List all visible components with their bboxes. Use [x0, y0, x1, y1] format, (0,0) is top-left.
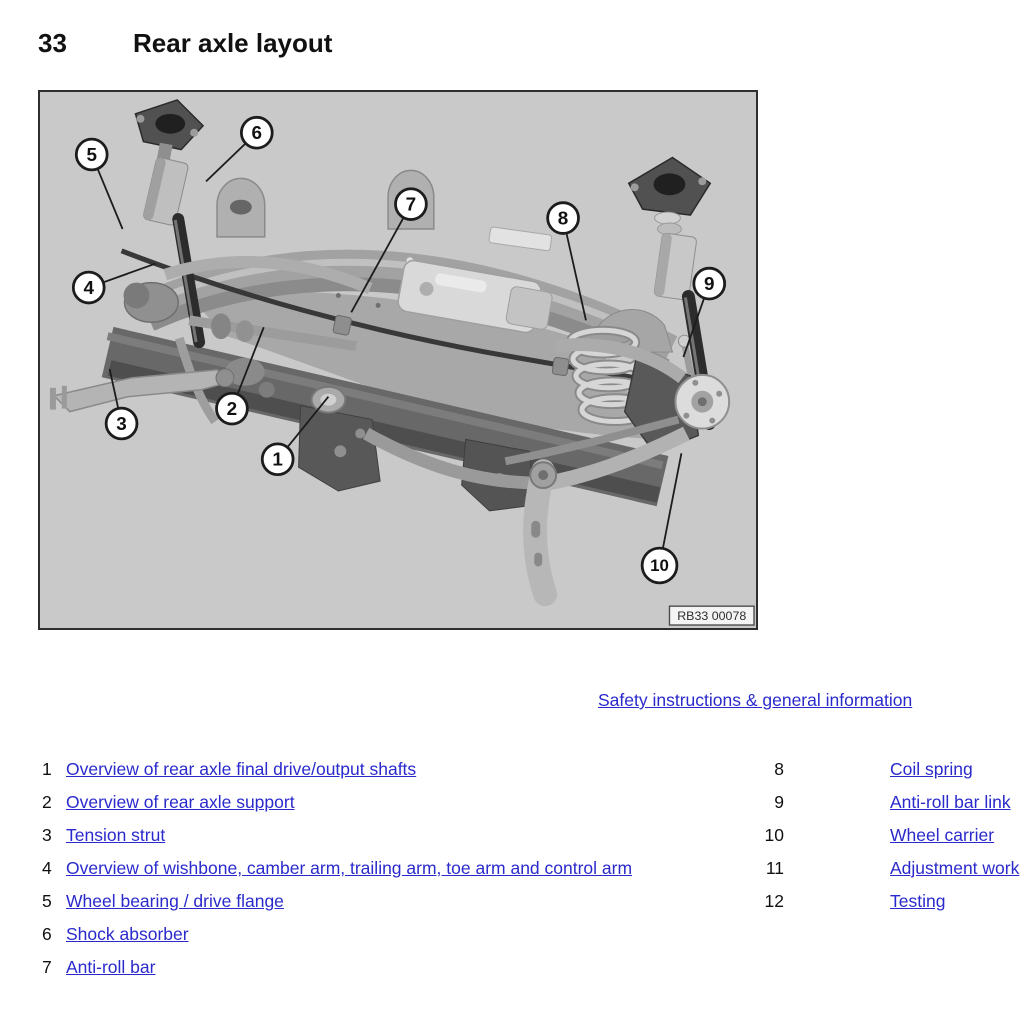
- svg-text:1: 1: [272, 448, 283, 470]
- legend-link-wheel-bearing[interactable]: Wheel bearing / drive flange: [66, 891, 284, 911]
- legend-number: 11: [765, 858, 784, 878]
- legend-row: [42, 885, 632, 918]
- legend-row: [760, 819, 1019, 852]
- svg-text:2: 2: [226, 398, 238, 420]
- legend-number: 1: [42, 759, 52, 779]
- figure-ref-label: [669, 606, 754, 625]
- legend-number: 8: [774, 759, 784, 779]
- rear-axle-illustration: [40, 92, 756, 628]
- legend-right-column: [760, 753, 1019, 918]
- svg-text:8: 8: [557, 207, 569, 229]
- legend-number: 4: [42, 858, 52, 878]
- legend-row: [42, 852, 632, 885]
- svg-text:RB33 00078: RB33 00078: [677, 609, 747, 624]
- rear-axle-figure: [38, 90, 758, 630]
- legend-link-final-drive[interactable]: Overview of rear axle final drive/output shafts: [66, 759, 417, 779]
- safety-link-row: [598, 690, 912, 711]
- legend-row: [42, 786, 632, 819]
- legend-number: 5: [42, 891, 52, 911]
- final-drive-mount: [311, 387, 345, 413]
- legend-number: 3: [42, 825, 52, 845]
- safety-instructions-link[interactable]: Safety instructions & general information: [598, 690, 913, 710]
- svg-text:10: 10: [650, 555, 669, 575]
- legend-left-column: [42, 753, 632, 984]
- legend-link-adjustment-work[interactable]: Adjustment work: [890, 858, 1020, 878]
- svg-text:4: 4: [83, 277, 94, 299]
- legend-number: 10: [764, 825, 784, 845]
- svg-text:5: 5: [86, 144, 97, 166]
- legend-row: [760, 885, 1019, 918]
- legend-row: [760, 852, 1019, 885]
- legend-link-wishbone-overview[interactable]: Overview of wishbone, camber arm, trailing arm, toe arm and control arm: [66, 858, 633, 878]
- legend-row: [42, 918, 632, 951]
- legend-link-testing[interactable]: Testing: [890, 891, 946, 911]
- svg-text:7: 7: [405, 193, 417, 215]
- legend-row: [42, 819, 632, 852]
- legend-number: 7: [42, 957, 52, 977]
- legend-link-rear-axle-support[interactable]: Overview of rear axle support: [66, 792, 295, 812]
- legend-link-wheel-carrier[interactable]: Wheel carrier: [890, 825, 995, 845]
- chapter-number: 33: [38, 28, 67, 58]
- svg-text:6: 6: [251, 122, 263, 144]
- legend-row: [760, 753, 1019, 786]
- svg-text:9: 9: [704, 273, 715, 295]
- legend-link-shock-absorber[interactable]: Shock absorber: [66, 924, 189, 944]
- legend-number: 12: [764, 891, 784, 911]
- legend-row: [42, 951, 632, 984]
- legend-row: [760, 786, 1019, 819]
- legend-link-tension-strut[interactable]: Tension strut: [66, 825, 166, 845]
- legend-number: 9: [774, 792, 784, 812]
- legend-number: 6: [42, 924, 52, 944]
- legend-row: [42, 753, 632, 786]
- svg-text:3: 3: [116, 413, 127, 435]
- page-title: Rear axle layout: [133, 28, 333, 58]
- legend-link-anti-roll-bar-link[interactable]: Anti-roll bar link: [890, 792, 1011, 812]
- legend-link-anti-roll-bar[interactable]: Anti-roll bar: [66, 957, 156, 977]
- legend-number: 2: [42, 792, 52, 812]
- legend-link-coil-spring[interactable]: Coil spring: [890, 759, 973, 779]
- page-header: [38, 28, 332, 59]
